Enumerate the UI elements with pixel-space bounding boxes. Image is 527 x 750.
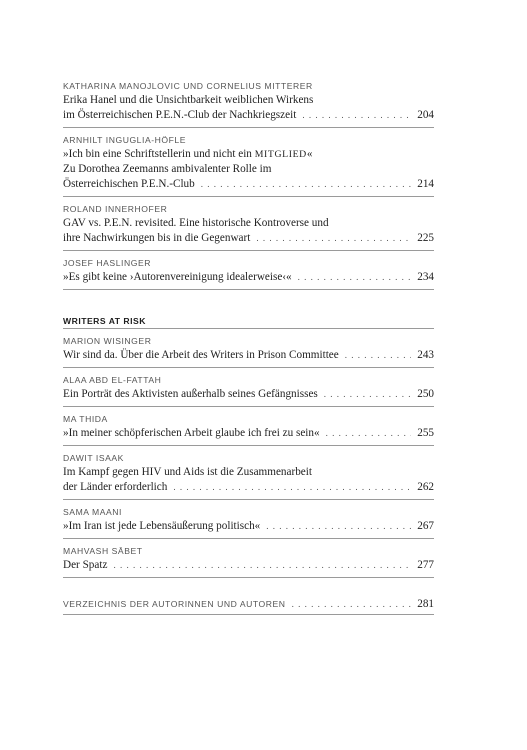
entry-page-number: 243 <box>417 349 434 361</box>
entry-title-last-line <box>63 108 434 123</box>
entry-title-line: Zu Dorothea Zeemanns ambivalenter Rolle im <box>63 163 272 175</box>
entry-title-last-line <box>63 426 434 441</box>
entry-author: MARION WISINGER <box>63 336 152 346</box>
dot-leader <box>292 599 412 609</box>
entry-page-number: 225 <box>417 232 434 244</box>
entry-title-line: Im Kampf gegen HIV und Aids ist die Zusammenarbeit <box>63 466 312 478</box>
entry-author: SAMA MAANI <box>63 507 122 517</box>
entry-title-last-line <box>63 558 434 573</box>
entry-title-line: der Länder erforderlich <box>63 481 168 493</box>
toc-entry[interactable] <box>63 134 434 197</box>
entry-title-line: Österreichischen P.E.N.-Club <box>63 178 195 190</box>
entry-title-line: im Österreichischen P.E.N.-Club der Nachkriegszeit <box>63 109 297 121</box>
dot-leader <box>256 231 411 246</box>
entry-author: ROLAND INNERHOFER <box>63 204 168 214</box>
entry-page-number: 255 <box>417 427 434 439</box>
entry-page-number: 267 <box>417 520 434 532</box>
toc-entry[interactable] <box>63 413 434 446</box>
entry-author: MA THIDA <box>63 414 108 424</box>
dot-leader <box>324 387 411 402</box>
dot-leader <box>201 177 411 192</box>
appendix-label: VERZEICHNIS DER AUTORINNEN UND AUTOREN <box>63 599 286 609</box>
dot-leader <box>302 108 411 123</box>
entry-title-last-line <box>63 177 434 192</box>
toc-entry[interactable] <box>63 80 434 128</box>
entry-author: KATHARINA MANOJLOVIC UND CORNELIUS MITTERER <box>63 81 313 91</box>
toc-entry[interactable] <box>63 203 434 251</box>
title-text: »Ich bin eine Schriftstellerin und nicht ein <box>63 148 255 160</box>
entry-title-line: Ein Porträt des Aktivisten außerhalb seines Gefängnisses <box>63 388 318 400</box>
entry-page-number: 277 <box>417 559 434 571</box>
entry-title-last-line <box>63 270 434 285</box>
dot-leader <box>113 558 411 573</box>
entry-page-number: 281 <box>417 598 434 610</box>
entry-page-number: 234 <box>417 271 434 283</box>
entry-page-number: 214 <box>417 178 434 190</box>
entry-title-last-line <box>63 519 434 534</box>
table-of-contents <box>63 80 434 615</box>
entry-title-last-line <box>63 480 434 495</box>
entry-title-last-line <box>63 348 434 363</box>
entry-title-line: Der Spatz <box>63 559 108 571</box>
entry-title-last-line <box>63 231 434 246</box>
entry-title-line: »In meiner schöpferischen Arbeit glaube ich frei zu sein« <box>63 427 320 439</box>
toc-entry[interactable] <box>63 545 434 578</box>
toc-entry[interactable] <box>63 452 434 500</box>
entry-title-line: Erika Hanel und die Unsichtbarkeit weiblichen Wirkens <box>63 94 314 106</box>
entry-page-number: 262 <box>417 481 434 493</box>
toc-entry[interactable] <box>63 506 434 539</box>
entry-page-number: 204 <box>417 109 434 121</box>
entry-title-line: ihre Nachwirkungen bis in die Gegenwart <box>63 232 251 244</box>
entry-author: ALAA ABD EL-FATTAH <box>63 375 162 385</box>
toc-entry[interactable] <box>63 335 434 368</box>
entry-title-line: »Es gibt keine ›Autorenvereinigung idealerweise‹« <box>63 271 292 283</box>
entry-title-line: »Im Iran ist jede Lebensäußerung politisch« <box>63 520 261 532</box>
entry-author: ARNHILT INGUGLIA-HÖFLE <box>63 135 187 145</box>
entry-page-number: 250 <box>417 388 434 400</box>
entry-author: MAHVASH SĀBET <box>63 546 143 556</box>
title-text: « <box>306 148 313 160</box>
toc-entry-appendix[interactable] <box>63 598 434 615</box>
entry-title-line: GAV vs. P.E.N. revisited. Eine historische Kontroverse und <box>63 217 329 229</box>
dot-leader <box>298 270 412 285</box>
entry-title-last-line <box>63 387 434 402</box>
entry-title-line <box>63 147 434 162</box>
dot-leader <box>173 480 411 495</box>
dot-leader <box>345 348 411 363</box>
dot-leader <box>266 519 411 534</box>
toc-entry[interactable] <box>63 374 434 407</box>
toc-entry[interactable] <box>63 257 434 290</box>
title-smallcaps-word: MITGLIED <box>254 149 307 160</box>
section-heading: WRITERS AT RISK <box>63 316 434 329</box>
entry-author: JOSEF HASLINGER <box>63 258 151 268</box>
entry-title-line: Wir sind da. Über die Arbeit des Writers in Prison Committee <box>63 349 339 361</box>
dot-leader <box>326 426 412 441</box>
entry-author: DAWIT ISAAK <box>63 453 124 463</box>
